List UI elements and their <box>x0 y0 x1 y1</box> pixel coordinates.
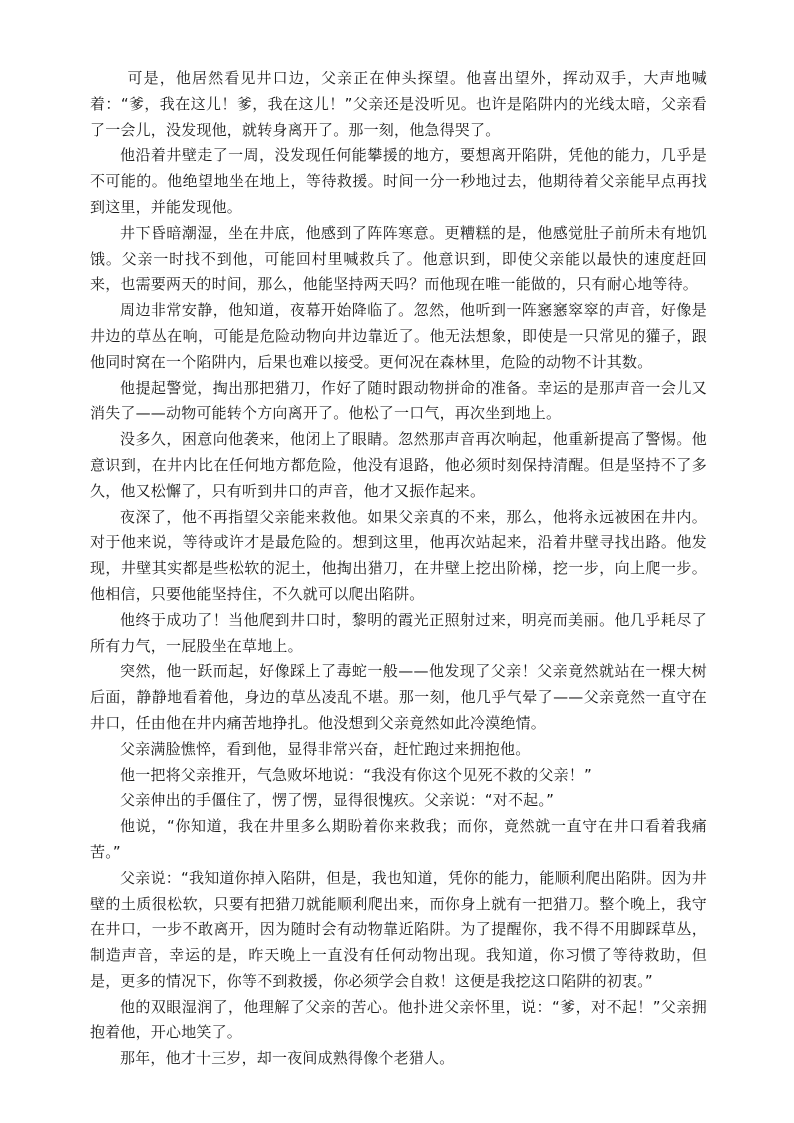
paragraph: 他沿着井壁走了一周，没发现任何能攀援的地方，要想离开陷阱，凭他的能力，几乎是不可能的。他绝望地坐在地上，等待救援。时间一分一秒地过去，他期待着父亲能早点再找到这里，并能发现他。 <box>90 146 707 216</box>
paragraph: 井下昏暗潮湿，坐在井底，他感到了阵阵寒意。更糟糕的是，他感觉肚子前所未有地饥饿。父亲一时找不到他，可能回村里喊救兵了。他意识到，即使父亲能以最快的速度赶回来，也需要两天的时间，那么，他能坚持两天吗？而他现在唯一能做的，只有耐心地等待。 <box>90 223 707 294</box>
paragraph: 突然，他一跃而起，好像踩上了毒蛇一般——他发现了父亲！父亲竟然就站在一棵大树后面，静静地看着他，身边的草丛凌乱不堪。那一刻，他几乎气晕了——父亲竟然一直守在井口，任由他在井内痛苦地挣扎。他没想到父亲竟然如此冷漠绝情。 <box>90 662 707 732</box>
paragraph: 没多久，困意向他袭来，他闭上了眼睛。忽然那声音再次响起，他重新提高了警惕。他意识到，在井内比在任何地方都危险，他没有退路，他必须时刻保持清醒。但是坚持不了多久，他又松懈了，只有听到井口的声音，他才又振作起来。 <box>90 430 707 500</box>
paragraph: 他提起警觉，掏出那把猎刀，作好了随时跟动物拼命的准备。幸运的是那声音一会儿又消失了——动物可能转个方向离开了。他松了一口气，再次坐到地上。 <box>90 378 707 423</box>
paragraph: 父亲伸出的手僵住了，愣了愣，显得很愧疚。父亲说：“对不起。” <box>120 791 555 810</box>
paragraph: 他一把将父亲推开，气急败坏地说：“我没有你这个见死不救的父亲！” <box>120 765 592 784</box>
paragraph: 周边非常安静，他知道，夜幕开始降临了。忽然，他听到一阵窸窸窣窣的声音，好像是井边的草丛在响，可能是危险动物向井边靠近了。他无法想象，即使是一只常见的獾子，跟他同时窝在一个陷阱内，后果也难以接受。更何况在森林里，危险的动物不计其数。 <box>90 301 707 371</box>
paragraph: 可是，他居然看见井口边，父亲正在伸头探望。他喜出望外，挥动双手，大声地喊着：“爹，我在这儿！爹，我在这儿！”父亲还是没听见。也许是陷阱内的光线太暗，父亲看了一会儿，没发现他，就转身离开了。那一刻，他急得哭了。 <box>90 69 707 139</box>
paragraph: 他终于成功了！当他爬到井口时，黎明的霞光正照射过来，明亮而美丽。他几乎耗尽了所有力气，一屁股坐在草地上。 <box>90 610 707 655</box>
paragraph: 他的双眼湿润了，他理解了父亲的苦心。他扑进父亲怀里，说：“爹，对不起！”父亲拥抱着他，开心地笑了。 <box>90 997 707 1042</box>
paragraph: 父亲满脸憔悴，看到他，显得非常兴奋，赶忙跑过来拥抱他。 <box>120 739 531 758</box>
paragraph: 那年，他才十三岁，却一夜间成熟得像个老猎人。 <box>120 1049 455 1068</box>
story-body <box>90 66 707 1072</box>
paragraph: 夜深了，他不再指望父亲能来救他。如果父亲真的不来，那么，他将永远被困在井内。对于他来说，等待或许才是最危险的。想到这里，他再次站起来，沿着井壁寻找出路。他发现，井壁其实都是些松软的泥土，他掏出猎刀，在井壁上挖出阶梯，挖一步，向上爬一步。他相信，只要他能坚持住，不久就可以爬出陷阱。 <box>90 507 707 603</box>
paragraph: 他说，“你知道，我在井里多么期盼着你来救我；而你，竟然就一直守在井口看着我痛苦。” <box>90 817 707 861</box>
paragraph: 父亲说：“我知道你掉入陷阱，但是，我也知道，凭你的能力，能顺利爬出陷阱。因为井壁的土质很松软，只要有把猎刀就能顺利爬出来，而你身上就有一把猎刀。整个晚上，我守在井口，一步不敢离开，因为随时会有动物靠近陷阱。为了提醒你，我不得不用脚踩草丛，制造声音，幸运的是，昨天晚上一直没有任何动物出现。我知道，你习惯了等待救助，但是，更多的情况下，你等不到救援，你必须学会自救！这便是我挖这口陷阱的初衷。” <box>90 868 707 990</box>
